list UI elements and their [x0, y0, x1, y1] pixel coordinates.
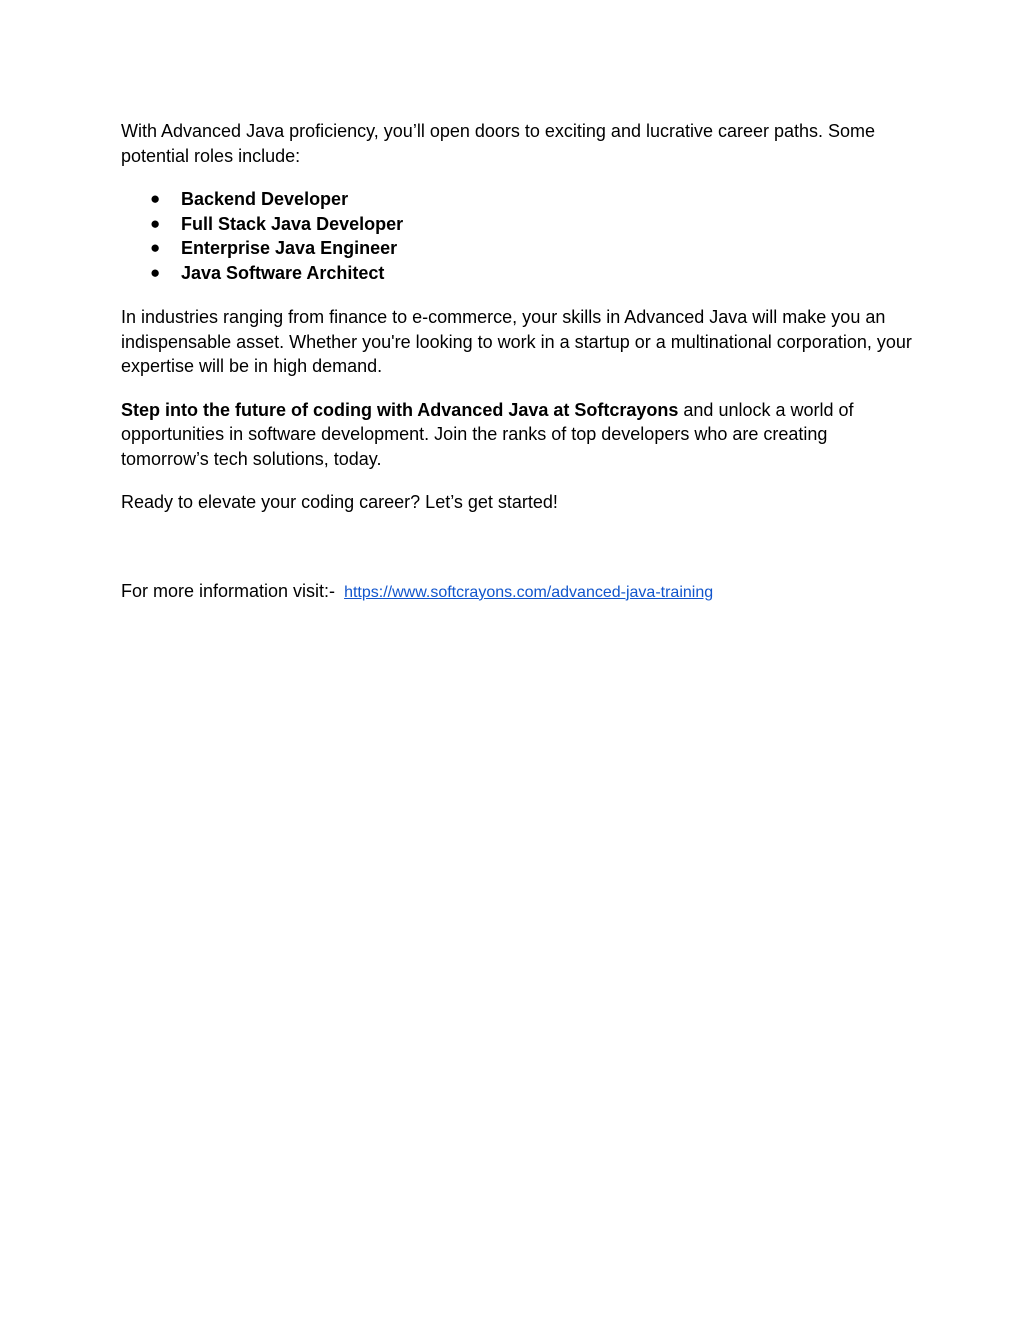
role-label: Java Software Architect: [181, 262, 385, 283]
step-paragraph: [121, 398, 914, 472]
more-info-line: [121, 579, 914, 606]
bullet-icon: ●: [150, 238, 161, 257]
industries-paragraph: In industries ranging from finance to e-commerce, your skills in Advanced Java will make you an indispensable asset. Whether you're looking to work in a startup or a multinational corporation, your expertise will be in high demand.: [121, 307, 912, 376]
step-bold-text: Step into the future of coding with Advanced Java at Softcrayons: [121, 399, 679, 420]
bullet-icon: ●: [150, 262, 161, 282]
training-link[interactable]: https://www.softcrayons.com/advanced-java-training: [344, 583, 714, 601]
ready-paragraph: Ready to elevate your coding career? Let’s get started!: [121, 492, 558, 512]
bullet-icon: ●: [150, 213, 161, 233]
list-item: [121, 212, 914, 237]
bullet-icon: ●: [150, 189, 161, 208]
roles-list: [121, 187, 914, 285]
step-rest-text: and unlock a world of opportunities in software development. Join the ranks of top developers who are creating tomorrow’s tech solutions, today.: [121, 399, 854, 469]
more-info-label: For more information visit:-: [121, 580, 341, 601]
list-item: [121, 187, 914, 212]
list-item: [121, 236, 914, 261]
list-item: [121, 261, 914, 286]
role-label: Enterprise Java Engineer: [181, 238, 398, 258]
role-label: Backend Developer: [181, 189, 349, 209]
intro-paragraph: With Advanced Java proficiency, you’ll open doors to exciting and lucrative career paths. Some potential roles include:: [121, 121, 876, 166]
role-label: Full Stack Java Developer: [181, 213, 404, 234]
